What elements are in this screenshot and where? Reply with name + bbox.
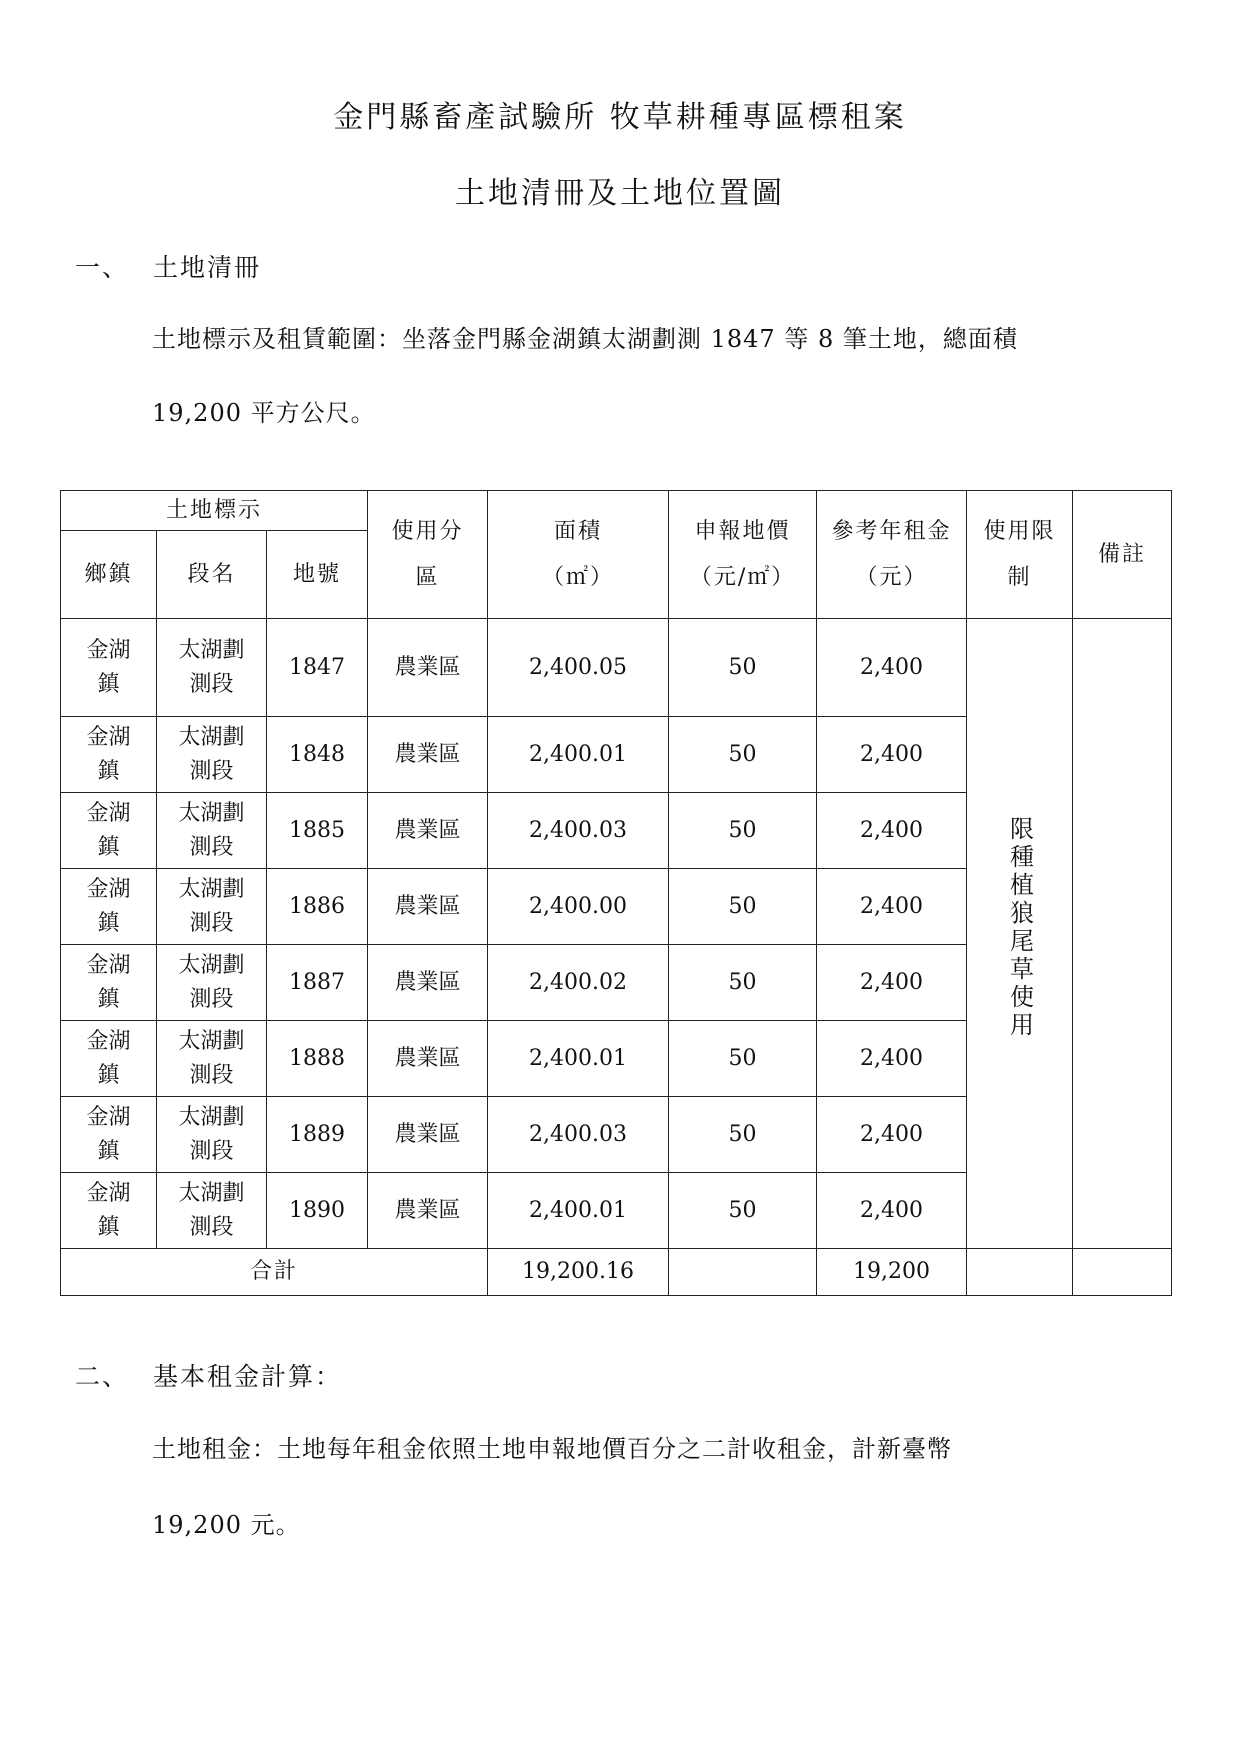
- land-label-header: 土地標示: [61, 491, 368, 531]
- township-cell: 金湖 鎮: [61, 1097, 157, 1173]
- lot-number-cell: 1885: [267, 793, 368, 869]
- section1-paragraph-line1: 土地標示及租賃範圍：坐落金門縣金湖鎮太湖劃測 1847 等 8 筆土地，總面積: [152, 325, 1018, 353]
- annual-rent-cell: 2,400: [817, 1097, 967, 1173]
- township-cell: 金湖 鎮: [61, 1021, 157, 1097]
- section2-heading-text: 基本租金計算：: [153, 1362, 343, 1391]
- annual-rent-cell: 2,400: [817, 619, 967, 717]
- declared-price-cell: 50: [669, 1173, 817, 1249]
- annual-rent-cell: 2,400: [817, 793, 967, 869]
- declared-price-cell: 50: [669, 1097, 817, 1173]
- usage-limit-header: 使用限 制: [967, 491, 1073, 619]
- land-register-table: [60, 490, 1172, 1296]
- zone-cell: 農業區: [368, 1021, 488, 1097]
- section-name-cell: 太湖劃 測段: [157, 869, 267, 945]
- area-cell: 2,400.03: [488, 793, 669, 869]
- section2-paragraph-line1: 土地租金：土地每年租金依照土地申報地價百分之二計收租金，計新臺幣: [152, 1435, 952, 1463]
- declared-price-cell: 50: [669, 869, 817, 945]
- section1-heading: [75, 248, 261, 284]
- section2-paragraph-line2: 19,200 元。: [152, 1511, 301, 1539]
- township-cell: 金湖 鎮: [61, 619, 157, 717]
- declared-price-cell: 50: [669, 945, 817, 1021]
- usage-limit-text: 限種植狼尾草使用: [1005, 816, 1034, 1040]
- table-row: [61, 619, 1172, 717]
- section-name-cell: 太湖劃 測段: [157, 717, 267, 793]
- section2-heading: [75, 1357, 342, 1393]
- lot-number-cell: 1889: [267, 1097, 368, 1173]
- zone-cell: 農業區: [368, 793, 488, 869]
- annual-rent-cell: 2,400: [817, 1173, 967, 1249]
- section-name-cell: 太湖劃 測段: [157, 1173, 267, 1249]
- area-cell: 2,400.01: [488, 1021, 669, 1097]
- lot-number-cell: 1890: [267, 1173, 368, 1249]
- total-label: 合計: [61, 1249, 488, 1296]
- zone-cell: 農業區: [368, 1097, 488, 1173]
- lot-number-cell: 1887: [267, 945, 368, 1021]
- declared-price-cell: 50: [669, 619, 817, 717]
- remark-cell: [1073, 619, 1172, 1249]
- area-cell: 2,400.03: [488, 1097, 669, 1173]
- usage-limit-cell: [967, 619, 1073, 1249]
- zone-header: 使用分 區: [368, 491, 488, 619]
- township-cell: 金湖 鎮: [61, 869, 157, 945]
- declared-price-cell: 50: [669, 793, 817, 869]
- declared-price-header: 申報地價 （元/㎡）: [669, 491, 817, 619]
- total-area: 19,200.16: [488, 1249, 669, 1296]
- section-name-cell: 太湖劃 測段: [157, 945, 267, 1021]
- township-header: 鄉鎮: [61, 531, 157, 619]
- lot-number-cell: 1888: [267, 1021, 368, 1097]
- annual-rent-cell: 2,400: [817, 945, 967, 1021]
- section-name-header: 段名: [157, 531, 267, 619]
- annual-rent-cell: 2,400: [817, 717, 967, 793]
- lot-number-cell: 1886: [267, 869, 368, 945]
- section-name-cell: 太湖劃 測段: [157, 1021, 267, 1097]
- total-rent: 19,200: [817, 1249, 967, 1296]
- area-cell: 2,400.01: [488, 717, 669, 793]
- total-remark-cell: [1073, 1249, 1172, 1296]
- township-cell: 金湖 鎮: [61, 717, 157, 793]
- township-cell: 金湖 鎮: [61, 945, 157, 1021]
- section-name-cell: 太湖劃 測段: [157, 1097, 267, 1173]
- annual-rent-cell: 2,400: [817, 869, 967, 945]
- area-cell: 2,400.00: [488, 869, 669, 945]
- township-cell: 金湖 鎮: [61, 793, 157, 869]
- remark-header: 備註: [1073, 491, 1172, 619]
- zone-cell: 農業區: [368, 717, 488, 793]
- section-name-cell: 太湖劃 測段: [157, 793, 267, 869]
- section1-number: 一、: [75, 253, 130, 282]
- section-name-cell: 太湖劃 測段: [157, 619, 267, 717]
- total-limit-cell: [967, 1249, 1073, 1296]
- total-row: [61, 1249, 1172, 1296]
- document-subtitle: 土地清冊及土地位置圖: [455, 176, 785, 211]
- township-cell: 金湖 鎮: [61, 1173, 157, 1249]
- zone-cell: 農業區: [368, 869, 488, 945]
- annual-rent-cell: 2,400: [817, 1021, 967, 1097]
- area-header: 面積 （㎡）: [488, 491, 669, 619]
- lot-number-cell: 1847: [267, 619, 368, 717]
- declared-price-cell: 50: [669, 1021, 817, 1097]
- section2-number: 二、: [75, 1362, 130, 1391]
- section1-heading-text: 土地清冊: [153, 253, 262, 282]
- area-cell: 2,400.02: [488, 945, 669, 1021]
- declared-price-cell: 50: [669, 717, 817, 793]
- zone-cell: 農業區: [368, 945, 488, 1021]
- annual-rent-header: 參考年租金 （元）: [817, 491, 967, 619]
- document-title: 金門縣畜產試驗所 牧草耕種專區標租案: [333, 100, 907, 135]
- zone-cell: 農業區: [368, 1173, 488, 1249]
- area-cell: 2,400.01: [488, 1173, 669, 1249]
- lot-number-header: 地號: [267, 531, 368, 619]
- zone-cell: 農業區: [368, 619, 488, 717]
- area-cell: 2,400.05: [488, 619, 669, 717]
- section1-paragraph-line2: 19,200 平方公尺。: [152, 399, 376, 427]
- lot-number-cell: 1848: [267, 717, 368, 793]
- total-price-cell: [669, 1249, 817, 1296]
